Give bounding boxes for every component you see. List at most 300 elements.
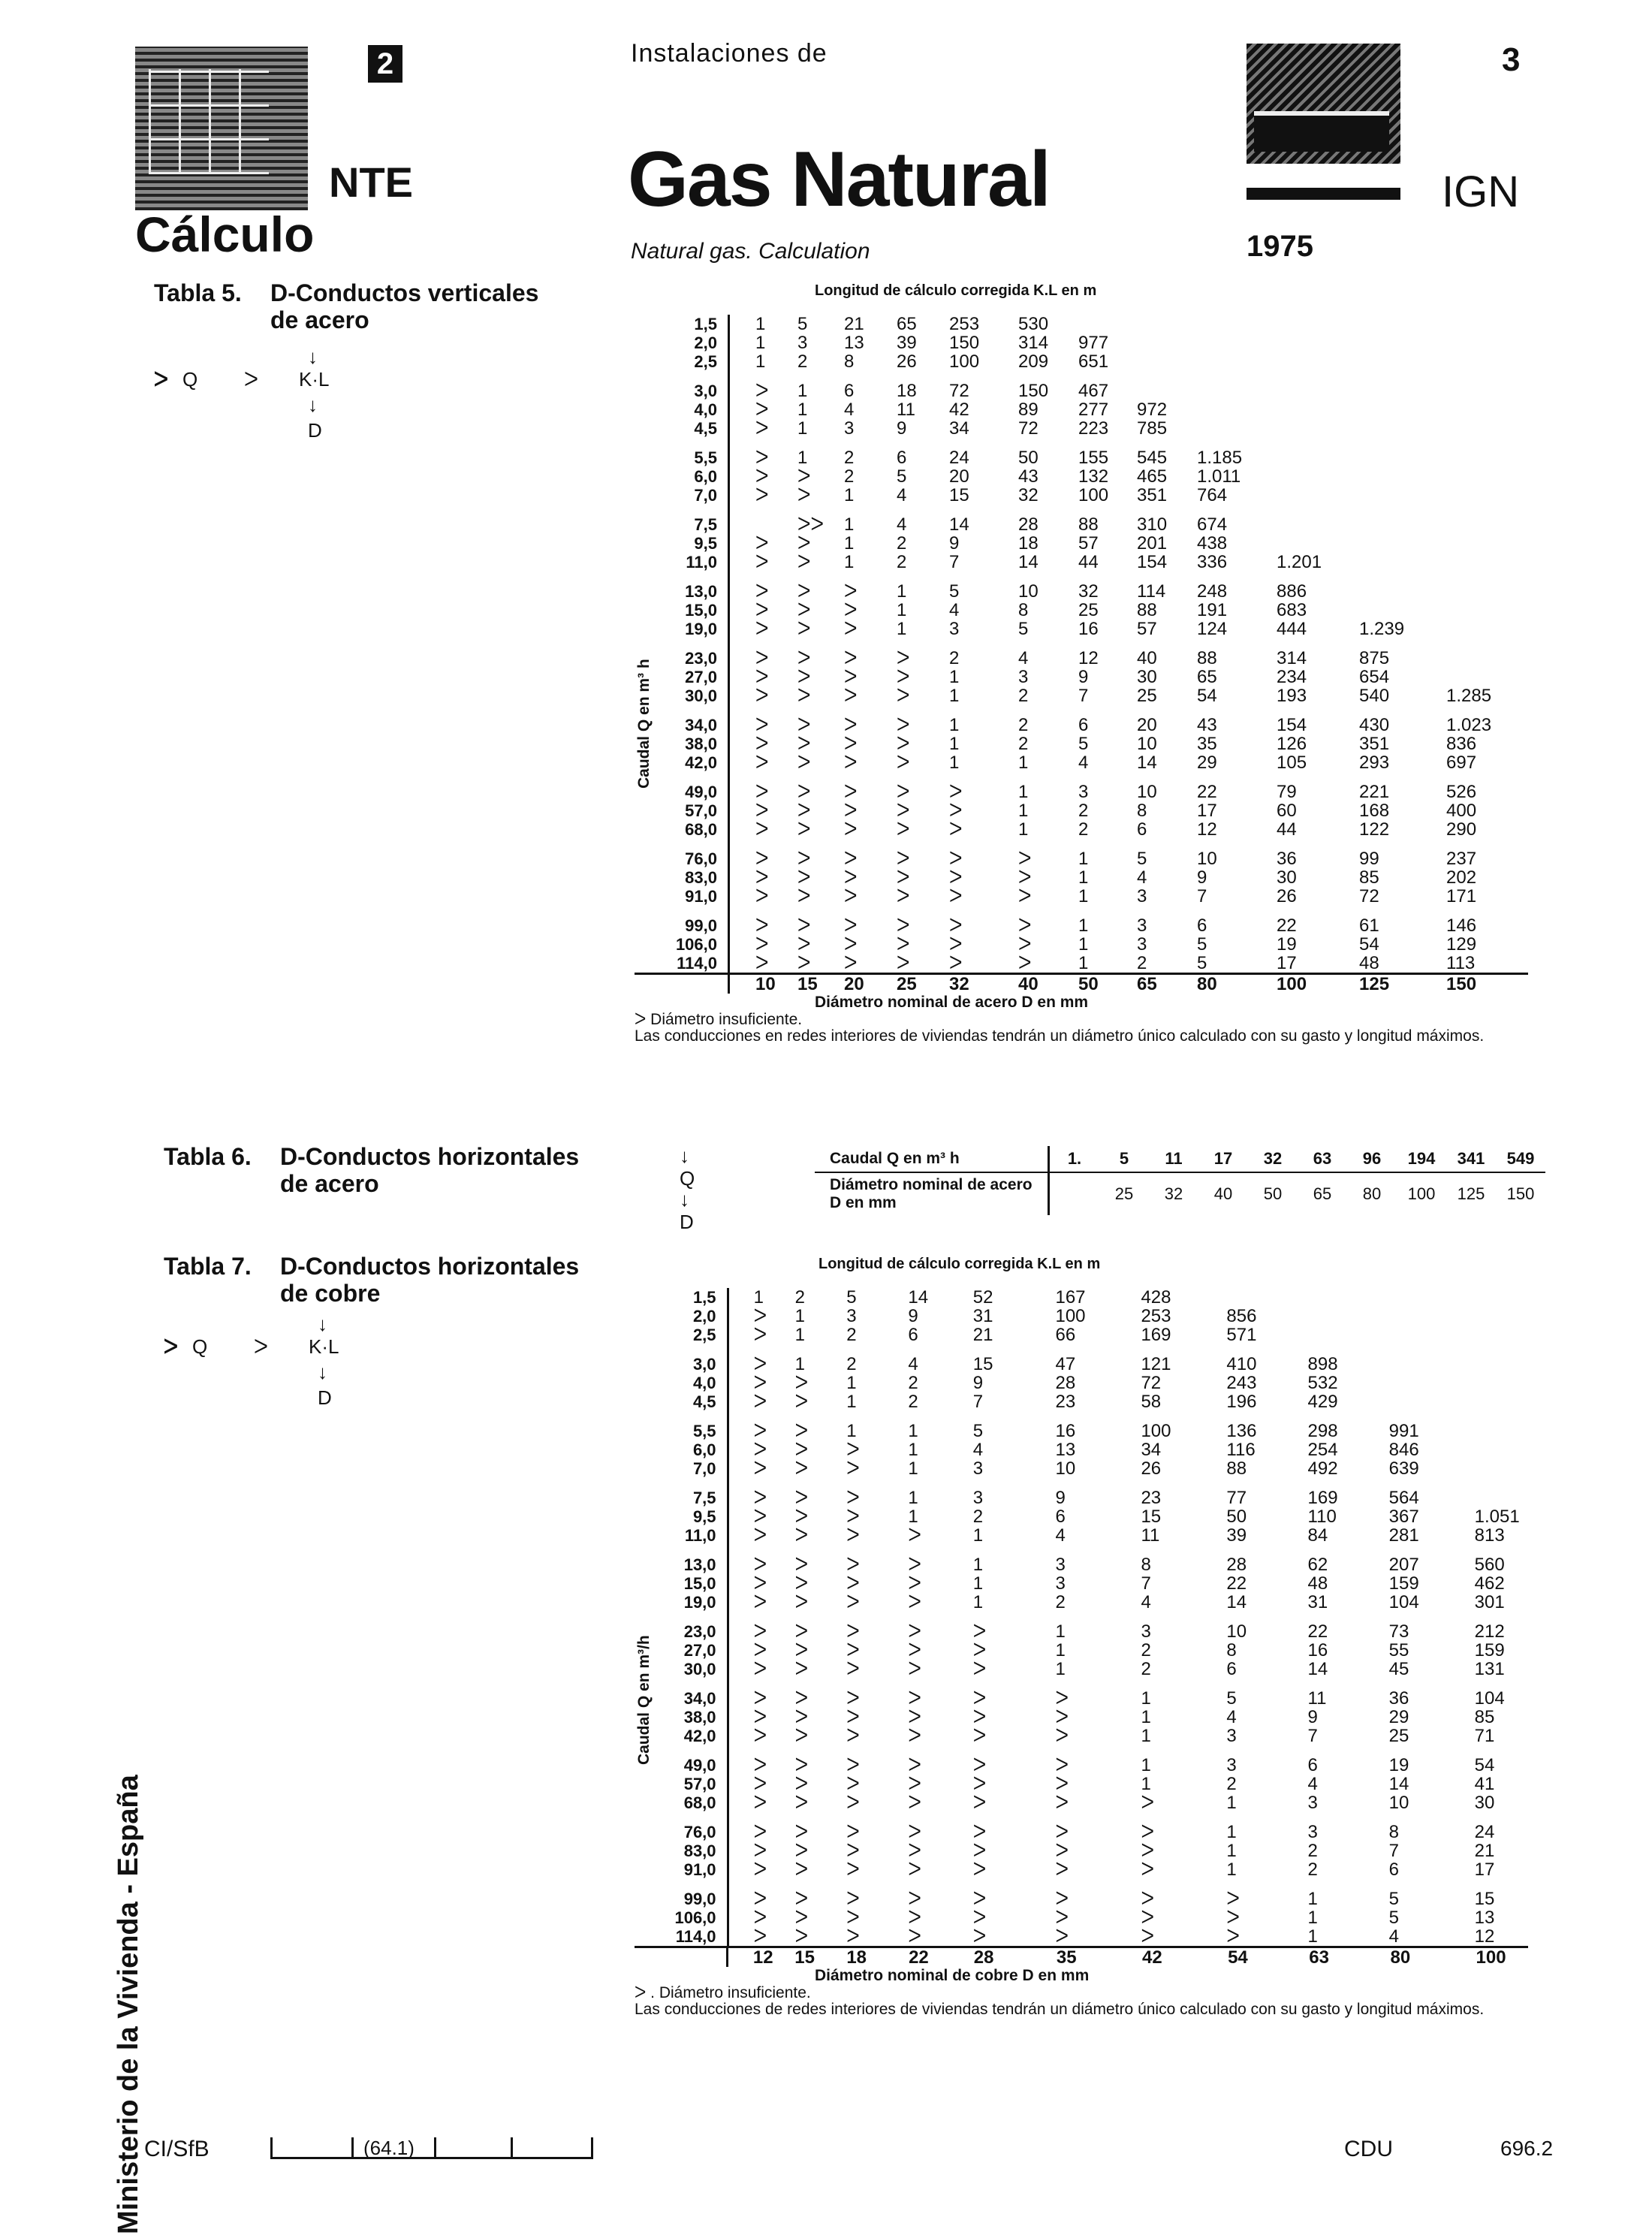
length-value-cell (1197, 315, 1277, 333)
length-value-cell: 6 (1307, 1754, 1318, 1775)
length-value-cell: ᐳ (753, 1725, 767, 1746)
column-divider (728, 1823, 754, 1841)
flow-value-cell: 38,0 (683, 1707, 716, 1727)
length-value-cell: ᐳ (844, 752, 858, 773)
length-value-cell: ᐳ (794, 1688, 809, 1709)
column-divider (728, 1507, 754, 1526)
diameter-value: 100 (1476, 1947, 1506, 1968)
length-value-cell: ᐳ (755, 819, 769, 840)
length-value-cell: 10 (1226, 1621, 1247, 1642)
flow-value-cell: 13,0 (683, 1555, 716, 1574)
flow-value-cell: 11,0 (686, 552, 717, 572)
length-value-cell: 191 (1197, 599, 1228, 620)
length-value-cell: 846 (1388, 1439, 1419, 1460)
length-value-cell: ᐳ (908, 1591, 921, 1612)
length-value-cell: ᐳ (908, 1554, 921, 1575)
length-value-cell: 785 (1137, 418, 1168, 439)
diameter-value: 65 (1137, 973, 1157, 994)
column-divider (729, 382, 756, 400)
length-value-cell: 3 (972, 1458, 984, 1479)
diameter-value: 42 (1141, 1947, 1162, 1968)
length-value-cell: ᐳ (755, 581, 769, 602)
length-value-cell (1446, 486, 1491, 505)
column-divider (729, 868, 756, 887)
length-value-cell: ᐳ (908, 1754, 921, 1775)
column-divider (728, 1526, 754, 1545)
table-row (635, 1440, 1527, 1459)
length-value-cell: 167 (1055, 1286, 1086, 1308)
length-value-cell: 150 (1018, 380, 1049, 401)
length-value-cell: 168 (1359, 800, 1390, 821)
length-value-cell: ᐳ (972, 1840, 987, 1861)
length-value-cell (1359, 601, 1446, 620)
cisfb-tick (270, 2137, 273, 2158)
length-value-cell: ᐳ (846, 1688, 860, 1709)
length-value-cell: 26 (1141, 1458, 1162, 1479)
flow-value-cell: 91,0 (685, 886, 717, 906)
length-value-cell: 1 (897, 618, 907, 639)
diameter-value: 10 (755, 973, 776, 994)
row-gap (635, 1679, 1527, 1689)
table-row (635, 1488, 1527, 1507)
length-value-cell: 3 (1226, 1754, 1237, 1775)
length-value-cell: 212 (1474, 1621, 1505, 1642)
tabla7-length-header: Longitud de cálculo corregida K.L en m (818, 1256, 1101, 1272)
length-value-cell: ᐳ (797, 848, 811, 869)
length-value-cell: 16 (1078, 618, 1099, 639)
length-value-cell: 237 (1446, 848, 1477, 869)
column-divider (728, 1622, 754, 1641)
length-value-cell: ᐳ (797, 800, 811, 821)
flow-value-cell: 6,0 (692, 1440, 716, 1459)
row-gap (635, 505, 1491, 515)
column-divider (728, 1422, 754, 1440)
length-value-cell: 2 (1307, 1840, 1318, 1861)
length-value-cell: 22 (1197, 781, 1217, 802)
length-value-cell: 17 (1277, 952, 1297, 973)
table-row (635, 1927, 1527, 1946)
table-row (635, 1326, 1527, 1344)
length-value-cell: 114 (1137, 581, 1166, 602)
length-value-cell: 171 (1446, 885, 1477, 906)
length-value-cell: 22 (1226, 1573, 1247, 1594)
length-value-cell: ᐳ (897, 915, 910, 936)
length-value-cell: 193 (1277, 685, 1307, 706)
length-value-cell: ᐳ (753, 1554, 767, 1575)
flow-value-cell: 83,0 (683, 1841, 716, 1860)
length-value-cell: ᐳ (846, 1658, 860, 1679)
length-value-cell (1277, 333, 1359, 352)
length-value-cell: ᐳ (897, 848, 910, 869)
length-value-cell: ᐳ (797, 666, 811, 687)
length-value-cell (1277, 400, 1359, 419)
length-value-cell: 1 (846, 1391, 857, 1412)
length-value-cell: 4 (844, 399, 855, 420)
length-value-cell: 3 (797, 332, 808, 353)
flow-value-cell: 1,5 (692, 1287, 716, 1307)
length-value-cell: ᐳ (846, 1439, 860, 1460)
length-value-cell: 100 (949, 351, 980, 372)
table-row (635, 1689, 1527, 1708)
length-value-cell: 24 (1474, 1821, 1495, 1842)
length-value-cell: ᐳ (972, 1792, 987, 1813)
length-value-cell: ᐳ (755, 466, 769, 487)
length-value-cell: 526 (1446, 781, 1477, 802)
diameter-value: 35 (1056, 1947, 1077, 1968)
length-value-cell: 248 (1197, 581, 1228, 602)
flow-value-cell: 23,0 (683, 1621, 716, 1641)
length-value-cell (1389, 1326, 1475, 1344)
length-value-cell: 17 (1197, 800, 1217, 821)
column-divider (728, 1756, 754, 1775)
length-value-cell: 2 (794, 1286, 805, 1308)
tabla5-number: Tabla 5. (154, 279, 242, 306)
length-value-cell: ᐳ (949, 848, 963, 869)
length-value-cell: ᐳ (897, 733, 910, 754)
length-value-cell (1078, 315, 1137, 333)
length-value-cell (1197, 382, 1277, 400)
flow-value-cell: 3,0 (694, 381, 717, 400)
column-divider (729, 400, 756, 419)
column-divider (729, 734, 756, 753)
length-value-cell: ᐳ (753, 1888, 767, 1909)
flow-value-cell: 76,0 (683, 1822, 716, 1841)
column-divider (729, 887, 756, 906)
length-value-cell: ᐳ (846, 1725, 860, 1746)
table-row (635, 1756, 1527, 1775)
length-value-cell: 571 (1226, 1324, 1257, 1345)
length-value-cell: ᐳ (794, 1658, 809, 1679)
flow-value-cell: 4,0 (694, 400, 717, 419)
length-value-cell: ᐳ (1018, 885, 1032, 906)
flow-value-cell: 114,0 (675, 1926, 716, 1946)
length-value-cell: 54 (1474, 1754, 1495, 1775)
diameter-value: 25 (1114, 1184, 1134, 1203)
length-value-cell: 54 (1359, 934, 1379, 955)
column-divider (729, 352, 756, 371)
length-value-cell (1197, 333, 1277, 352)
flow-value-cell: 27,0 (685, 667, 717, 686)
length-value-cell: 4 (1137, 867, 1147, 888)
length-value-cell: 14 (1388, 1773, 1409, 1794)
length-value-cell (1277, 486, 1359, 505)
length-value-cell (1359, 553, 1446, 572)
flow-value-cell: 38,0 (685, 734, 717, 753)
length-value-cell: 1 (908, 1420, 918, 1441)
length-value-cell: ᐳ (846, 1821, 860, 1842)
length-value-cell: 14 (1018, 551, 1039, 572)
length-value-cell: 129 (1446, 934, 1477, 955)
tabla5-note-insufficient: ᐳ Diámetro insuficiente. (635, 1011, 803, 1028)
length-value-cell: 72 (949, 380, 969, 401)
length-value-cell: 42 (949, 399, 969, 420)
length-value-cell: ᐳ (755, 447, 769, 468)
length-value-cell: ᐳ (797, 618, 811, 639)
length-value-cell: ᐳ (794, 1888, 809, 1909)
length-value-cell: 856 (1226, 1305, 1257, 1326)
length-value-cell: 336 (1197, 551, 1228, 572)
length-value-cell: 1 (797, 447, 808, 468)
column-divider (729, 448, 756, 467)
length-value-cell: ᐳ (755, 685, 769, 706)
cisfb-rule (270, 2157, 593, 2159)
row-gap (635, 438, 1491, 448)
tabla5-table (635, 282, 1528, 1045)
length-value-cell: ᐳ (753, 1706, 767, 1727)
flow-value-cell: 30,0 (683, 1659, 716, 1679)
diameter-value: 20 (844, 973, 864, 994)
length-value-cell: 972 (1137, 399, 1168, 420)
tabla7-heading (164, 1253, 580, 1307)
length-value-cell: 1 (1141, 1754, 1151, 1775)
length-value-cell: 298 (1307, 1420, 1338, 1441)
length-value-cell: ᐳ (908, 1821, 921, 1842)
length-value-cell (1137, 333, 1197, 352)
length-value-cell: ᐳ (753, 1688, 767, 1709)
flow-value-cell: 7,5 (694, 514, 717, 534)
length-value-cell: ᐳ (949, 819, 963, 840)
length-value-cell: ᐳ (949, 781, 963, 802)
length-value-cell: ᐳ (794, 1525, 809, 1546)
length-value-cell: ᐳ (1018, 848, 1032, 869)
length-value-cell: 290 (1446, 819, 1477, 840)
diameter-value: 22 (909, 1947, 929, 1968)
length-value-cell: 16 (1055, 1420, 1076, 1441)
length-value-cell: 1 (1078, 885, 1089, 906)
length-value-cell: 1 (1307, 1907, 1318, 1928)
diameter-value: 125 (1457, 1184, 1485, 1203)
page-subtitle: Natural gas. Calculation (631, 239, 870, 264)
length-value-cell (1277, 382, 1359, 400)
flow-value-cell: 34,0 (685, 715, 717, 734)
length-value-cell: ᐳ (897, 714, 910, 735)
length-value-cell: 1.285 (1446, 685, 1492, 706)
length-value-cell: ᐳ (753, 1391, 767, 1412)
length-value-cell: 154 (1277, 714, 1307, 735)
length-value-cell: 72 (1359, 885, 1379, 906)
length-value-cell: 545 (1137, 447, 1168, 468)
flow-value-cell: 76,0 (685, 849, 717, 868)
length-value-cell (1359, 315, 1446, 333)
table-row (635, 419, 1491, 438)
row-gap (635, 638, 1491, 649)
flow-value-cell: 19,0 (685, 619, 717, 638)
length-value-cell: 3 (1055, 1554, 1066, 1575)
length-value-cell: ᐳ (1055, 1888, 1069, 1909)
column-divider (728, 1593, 754, 1612)
length-value-cell: 1 (1018, 781, 1029, 802)
column-divider (729, 649, 756, 668)
length-value-cell: 532 (1307, 1372, 1338, 1393)
length-value-cell: ᐳ (755, 934, 769, 955)
length-value-cell: 16 (1307, 1639, 1328, 1660)
length-value-cell: ᐳ (1055, 1706, 1069, 1727)
length-value-cell: ᐳ (972, 1621, 987, 1642)
length-value-cell: 5 (1197, 934, 1207, 955)
length-value-cell: 15 (1141, 1506, 1162, 1527)
length-value-cell: 1.011 (1197, 466, 1241, 487)
length-value-cell: ᐳ (797, 581, 811, 602)
length-value-cell: 100 (1141, 1420, 1171, 1441)
length-value-cell: 121 (1141, 1353, 1171, 1374)
length-value-cell: 3 (1307, 1821, 1318, 1842)
length-value-cell (1389, 1288, 1475, 1307)
row-gap (635, 1344, 1527, 1355)
length-value-cell: 4 (1055, 1525, 1066, 1546)
length-value-cell: 5 (1388, 1907, 1400, 1928)
length-value-cell: ᐳ (897, 867, 910, 888)
length-value-cell: 467 (1078, 380, 1109, 401)
length-value-cell: 654 (1359, 666, 1390, 687)
length-value-cell: ᐳ (908, 1525, 921, 1546)
length-value-cell: ᐳ (972, 1888, 987, 1909)
length-value-cell: 50 (1018, 447, 1039, 468)
table-row (635, 1355, 1527, 1374)
length-value-cell: 1 (1018, 800, 1029, 821)
column-divider (729, 601, 756, 620)
length-value-cell: 196 (1226, 1391, 1257, 1412)
flow-value-cell: 341 (1446, 1146, 1496, 1172)
diameter-row (635, 1948, 1528, 1967)
length-value-cell: 4 (1141, 1591, 1151, 1612)
length-value-cell: 9 (897, 418, 907, 439)
length-value-cell: 223 (1078, 418, 1109, 439)
diameter-value: 15 (797, 973, 818, 994)
length-value-cell: 2 (797, 351, 808, 372)
length-value-cell (1359, 467, 1446, 486)
length-value-cell: ᐳ (797, 885, 811, 906)
length-value-cell: ᐳ (794, 1706, 809, 1727)
length-value-cell: 6 (908, 1324, 918, 1345)
flow-value-cell: 1,5 (694, 314, 717, 333)
length-value-cell: 7 (1078, 685, 1089, 706)
length-value-cell: ᐳ (753, 1926, 767, 1947)
column-divider (729, 935, 756, 954)
table-row (635, 668, 1491, 686)
length-value-cell: 564 (1388, 1487, 1419, 1508)
tabla6-row2-label: Diámetro nominal de acero D en mm (815, 1172, 1049, 1215)
length-value-cell: ᐳ (1141, 1792, 1154, 1813)
length-value-cell: 4 (1078, 752, 1089, 773)
length-value-cell: 32 (1078, 581, 1099, 602)
flow-value-cell: 15,0 (683, 1573, 716, 1593)
table-row (635, 801, 1491, 820)
length-value-cell: 1 (1078, 867, 1089, 888)
length-value-cell: ᐳ (897, 952, 910, 973)
tabla5-flow-diagram (154, 345, 364, 458)
length-value-cell: ᐳ (794, 1725, 809, 1746)
length-value-cell: ᐳ (755, 551, 769, 572)
page-number: 3 (1502, 41, 1521, 78)
column-divider (729, 849, 756, 868)
column-divider (729, 333, 756, 352)
length-value-cell: ᐳ (755, 380, 769, 401)
length-value-cell (1277, 515, 1359, 534)
tabla7-flow-diagram (164, 1313, 374, 1425)
section-title: Cálculo (135, 207, 315, 262)
length-value-cell: ᐳ (797, 599, 811, 620)
table-row (635, 448, 1491, 467)
table-row (635, 1459, 1527, 1478)
length-value-cell: ᐳ (753, 1907, 767, 1928)
flow-value-cell: 549 (1496, 1146, 1545, 1172)
column-divider (728, 1392, 754, 1411)
length-value-cell: 3 (844, 418, 855, 439)
tabla5-axis-label: Caudal Q en m³ h (635, 659, 653, 789)
column-divider (729, 553, 756, 572)
length-value-cell: 9 (1055, 1487, 1066, 1508)
length-value-cell: ᐳ (908, 1573, 921, 1594)
length-value-cell: ᐳ (1018, 867, 1032, 888)
length-value-cell: 6 (1078, 714, 1089, 735)
tabla5-grid (635, 315, 1491, 973)
length-value-cell: 6 (1055, 1506, 1066, 1527)
length-value-cell: 1.185 (1197, 447, 1243, 468)
code-label: IGN (1442, 167, 1520, 216)
diameter-value: 80 (1390, 1947, 1411, 1968)
length-value-cell: 1 (972, 1525, 984, 1546)
length-value-cell: ᐳ (753, 1658, 767, 1679)
column-divider (729, 716, 756, 734)
length-value-cell: 85 (1474, 1706, 1495, 1727)
column-divider (728, 1555, 754, 1574)
table-row (635, 1307, 1527, 1326)
column-divider (729, 686, 756, 705)
length-value-cell: 253 (949, 313, 980, 334)
length-value-cell: 1 (972, 1554, 984, 1575)
row-gap (635, 572, 1491, 582)
length-value-cell: ᐳ (972, 1658, 987, 1679)
flow-value-cell: 5,5 (694, 448, 717, 467)
length-value-cell: ᐳ (844, 647, 858, 668)
length-value-cell: 1 (1078, 934, 1089, 955)
length-value-cell (1308, 1326, 1389, 1344)
length-value-cell: 30 (1137, 666, 1157, 687)
length-value-cell: 1 (1226, 1840, 1237, 1861)
insufficient-arrow-icon: ᐳ (635, 1011, 647, 1028)
length-value-cell: 886 (1277, 581, 1307, 602)
length-value-cell: ᐳ (972, 1706, 987, 1727)
length-value-cell (1277, 419, 1359, 438)
tabla6-number: Tabla 6. (164, 1143, 252, 1170)
length-value-cell: 1 (972, 1573, 984, 1594)
length-value-cell: ᐳ (846, 1792, 860, 1813)
length-value-cell: 314 (1277, 647, 1307, 668)
flow-value-cell: 7,0 (692, 1458, 716, 1478)
length-value-cell: 898 (1307, 1353, 1338, 1374)
length-value-cell: ᐳ (797, 466, 811, 487)
length-value-cell: 12 (1197, 819, 1217, 840)
length-value-cell (1277, 315, 1359, 333)
length-value-cell: 20 (1137, 714, 1157, 735)
tabla6-table (815, 1146, 1545, 1215)
length-value-cell: 1 (844, 551, 855, 572)
length-value-cell (1446, 382, 1491, 400)
length-value-cell: 3 (1055, 1573, 1066, 1594)
flow-value-cell: 9,5 (692, 1507, 716, 1526)
length-value-cell: 3 (1226, 1725, 1237, 1746)
length-value-cell: 15 (949, 484, 969, 505)
table-row (635, 1660, 1527, 1679)
column-divider (728, 1307, 754, 1326)
length-value-cell: 10 (1018, 581, 1039, 602)
length-value-cell: ᐳᐳ (797, 514, 824, 535)
flow-value-cell: 49,0 (683, 1755, 716, 1775)
length-value-cell: 155 (1078, 447, 1109, 468)
tabla6-flow-diagram (680, 1145, 725, 1235)
length-value-cell: 35 (1197, 733, 1217, 754)
length-value-cell: 1 (972, 1591, 984, 1612)
